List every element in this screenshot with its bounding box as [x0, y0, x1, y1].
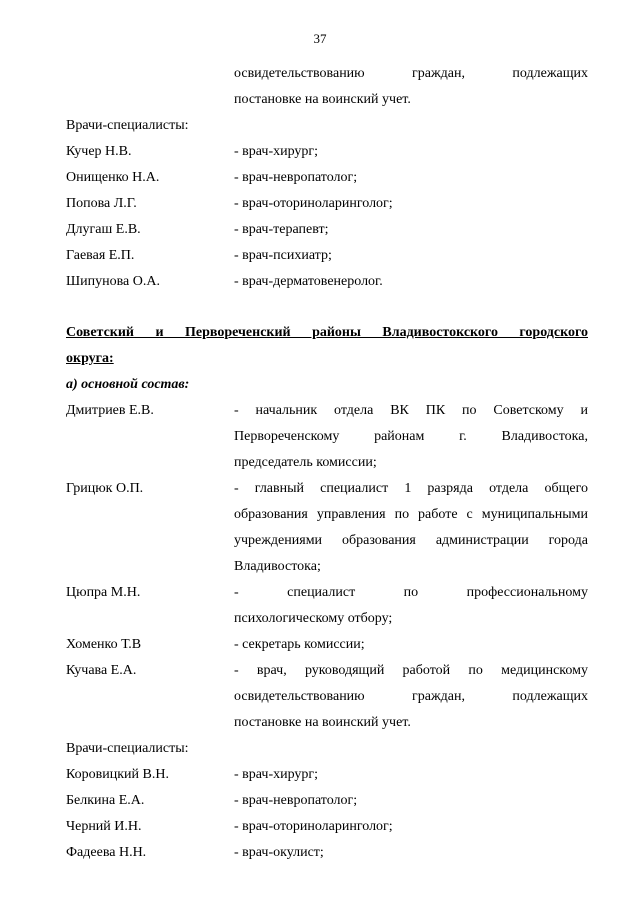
member-role-line: постановке на воинский учет. — [234, 715, 411, 730]
specialist-role: - врач-оториноларинголог; — [234, 819, 393, 834]
member-name: Цюпра М.Н. — [66, 585, 141, 600]
section-subheading: а) основной состав: — [66, 377, 190, 392]
member-role-line: - начальник отдела ВК ПК по Советскому и — [234, 403, 588, 418]
specialist-role: - врач-окулист; — [234, 845, 324, 860]
specialist-name: Попова Л.Г. — [66, 196, 137, 211]
specialist-name: Гаевая Е.П. — [66, 248, 135, 263]
specialist-name: Белкина Е.А. — [66, 793, 145, 808]
specialist-role: - врач-психиатр; — [234, 248, 332, 263]
member-role-line: учреждениями образования администрации города — [234, 533, 588, 548]
member-role-line: - специалист по профессиональному — [234, 585, 588, 600]
specialist-role: - врач-терапевт; — [234, 222, 329, 237]
member-role-line: - главный специалист 1 разряда отдела общего — [234, 481, 588, 496]
specialist-role: - врач-хирург; — [234, 144, 319, 159]
member-role-line: образования управления по работе с муниципальными — [234, 507, 588, 522]
specialist-name: Онищенко Н.А. — [66, 170, 160, 185]
member-name: Хоменко Т.В — [66, 637, 142, 652]
section-heading-line-2: округа: — [66, 351, 114, 366]
specialists-label: Врачи-специалисты: — [66, 118, 189, 133]
specialists-label: Врачи-специалисты: — [66, 741, 189, 756]
member-role-line: Владивостока; — [234, 559, 321, 574]
member-role-line: - секретарь комиссии; — [234, 637, 365, 652]
specialist-name: Кучер Н.В. — [66, 144, 132, 159]
member-role-line: председатель комиссии; — [234, 455, 377, 470]
specialist-role: - врач-дерматовенеролог. — [234, 274, 383, 289]
specialist-name: Длугаш Е.В. — [66, 222, 141, 237]
member-role-line: освидетельствованию граждан, подлежащих — [234, 689, 588, 704]
specialist-name: Шипунова О.А. — [66, 274, 160, 289]
specialist-role: - врач-оториноларинголог; — [234, 196, 393, 211]
member-name: Дмитриев Е.В. — [66, 403, 154, 418]
member-name: Кучава Е.А. — [66, 663, 137, 678]
member-name: Грицюк О.П. — [66, 481, 144, 496]
member-role-line: психологическому отбору; — [234, 611, 393, 626]
specialist-name: Коровицкий В.Н. — [66, 767, 169, 782]
section-heading-line-1: Советский и Первореченский районы Владивостокского городского — [66, 325, 588, 340]
specialist-role: - врач-невропатолог; — [234, 793, 358, 808]
continuation-line-2: постановке на воинский учет. — [234, 92, 411, 107]
member-role-line: - врач, руководящий работой по медицинскому — [234, 663, 588, 678]
specialist-role: - врач-невропатолог; — [234, 170, 358, 185]
specialist-role: - врач-хирург; — [234, 767, 319, 782]
page-number: 37 — [313, 31, 327, 46]
specialist-name: Черний И.Н. — [66, 819, 142, 834]
continuation-line-1: освидетельствованию граждан, подлежащих — [234, 66, 588, 81]
specialist-name: Фадеева Н.Н. — [66, 845, 147, 860]
member-role-line: Первореченскому районам г. Владивостока, — [234, 429, 588, 444]
